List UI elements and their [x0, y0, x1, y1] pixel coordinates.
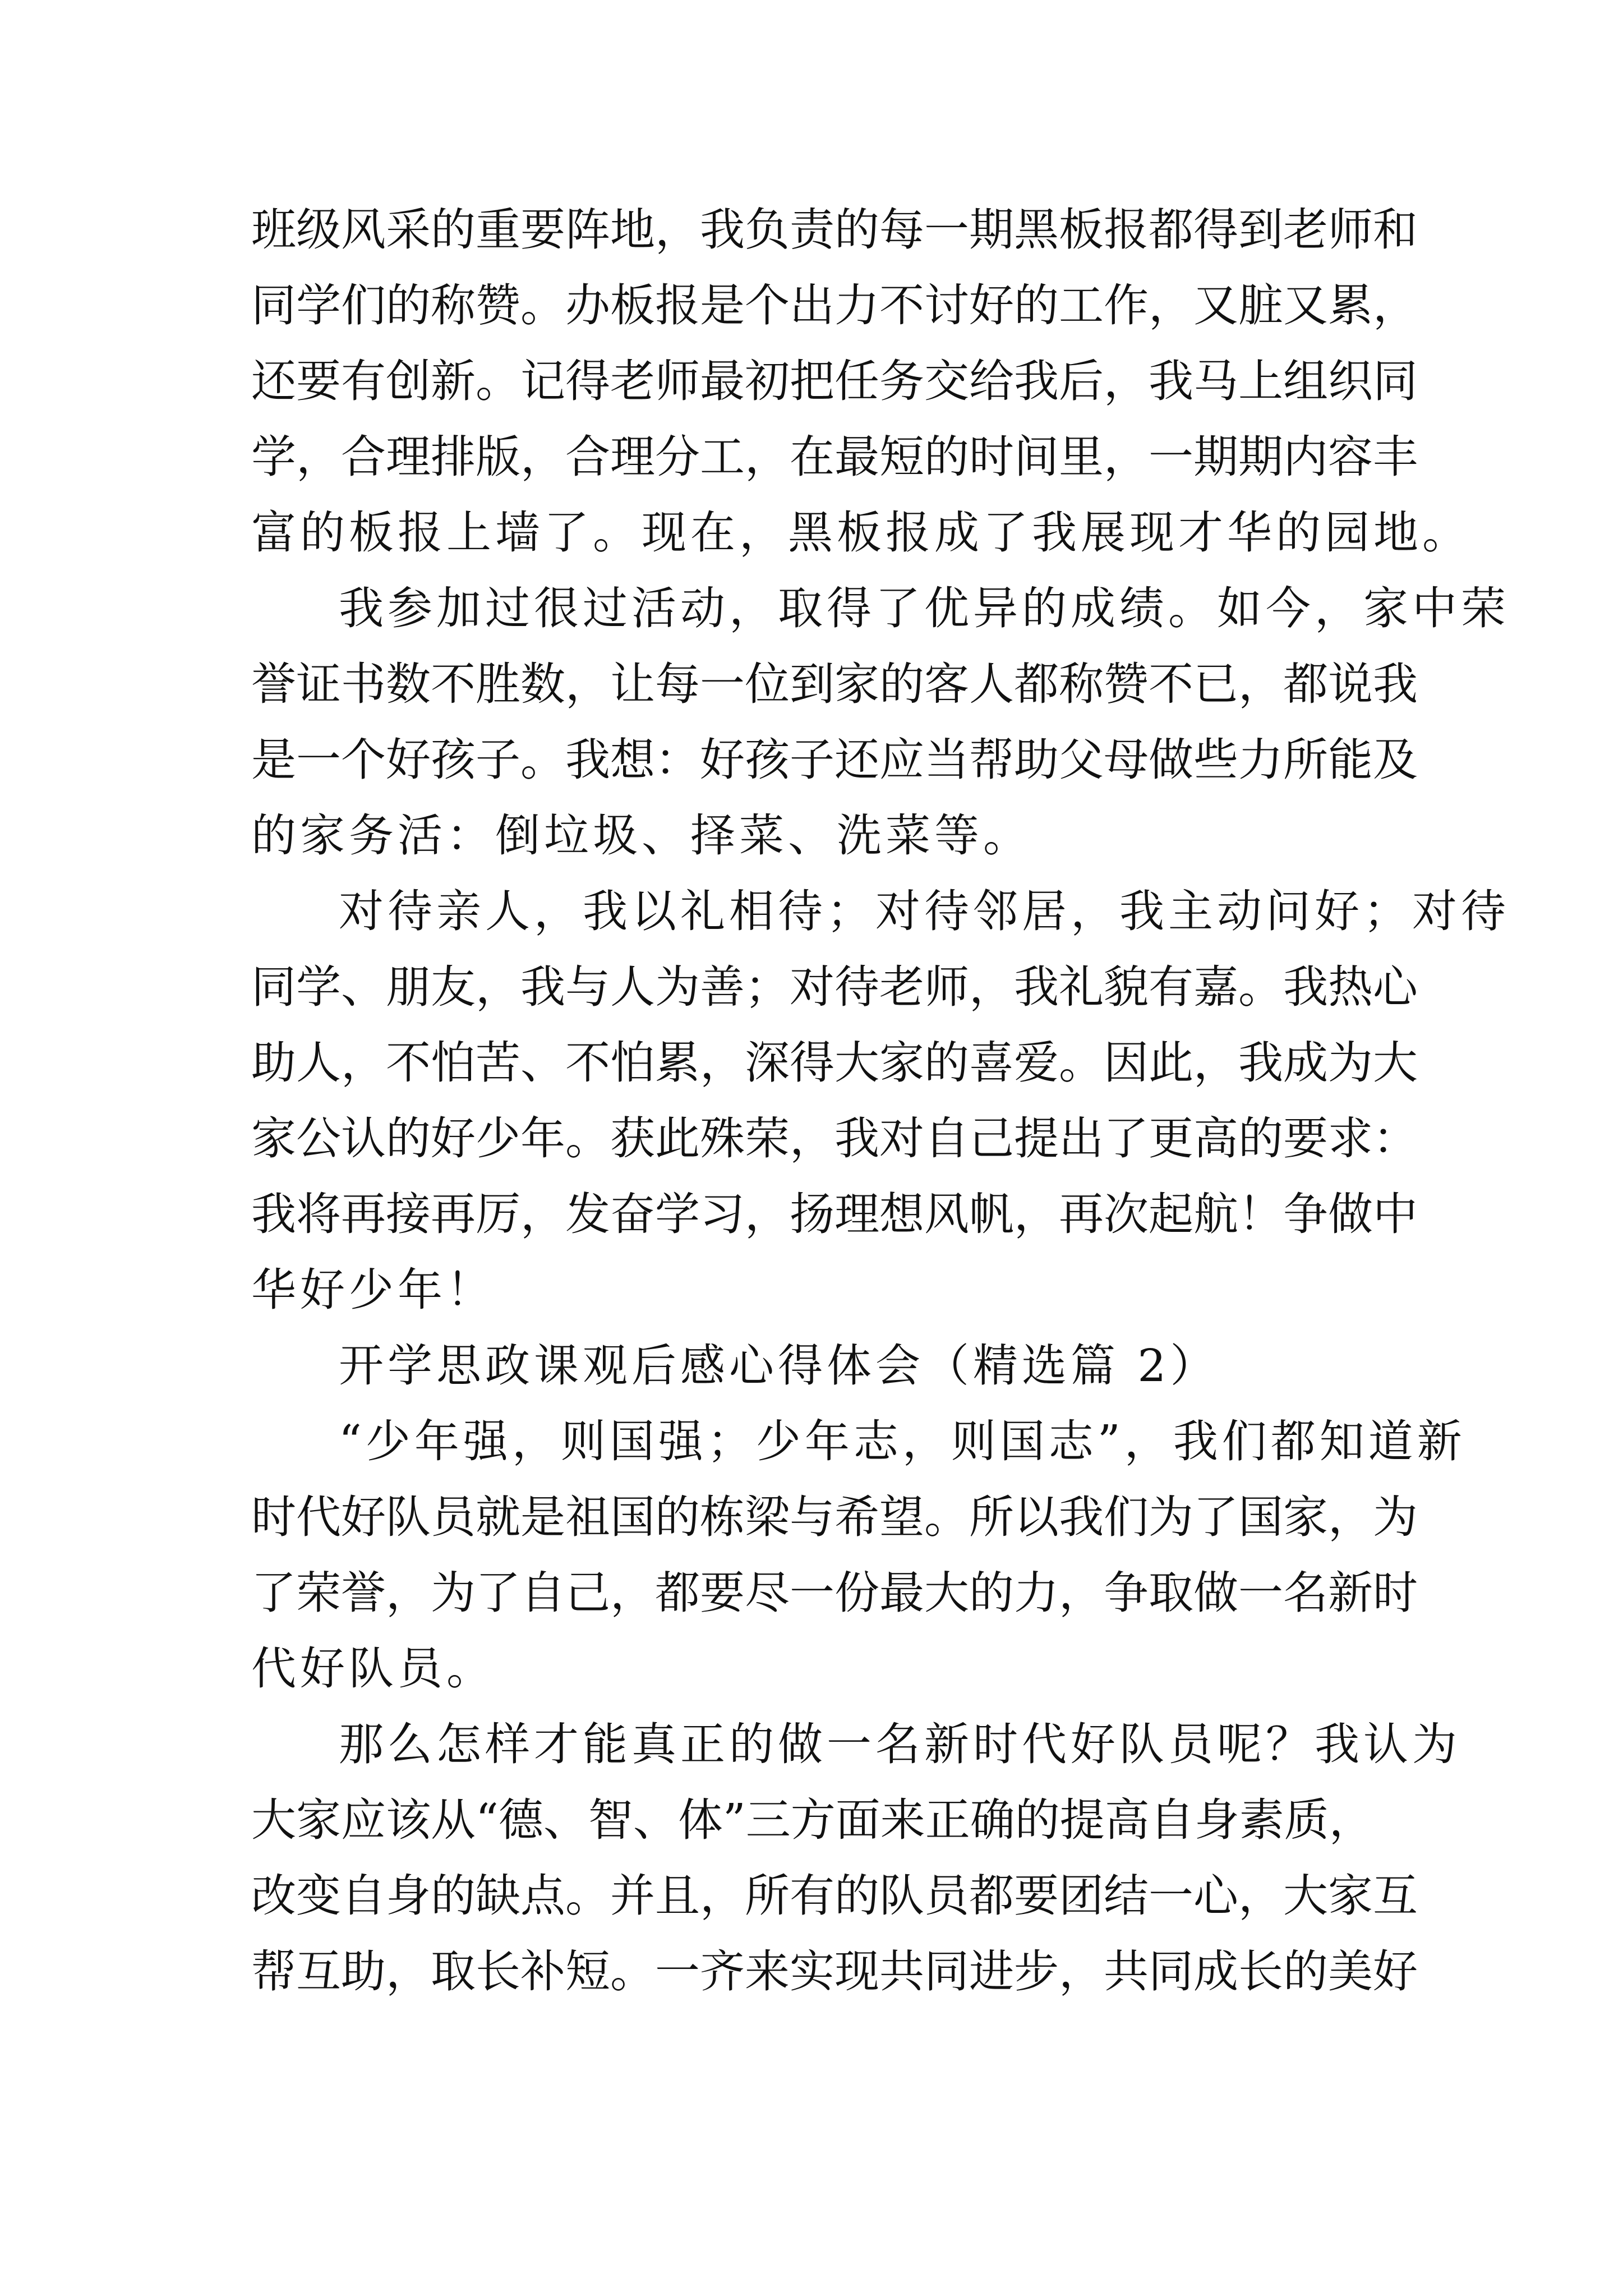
section-heading: 开学思政课观后感心得体会（精选篇 2）: [339, 1340, 1219, 1392]
paragraph-line: 华好少年！: [251, 1264, 495, 1316]
paragraph-line: 家公认的好少年。获此殊荣，我对自己提出了更高的要求：: [251, 1112, 1418, 1165]
paragraph-line: 学，合理排版，合理分工，在最短的时间里，一期期内容丰: [251, 431, 1418, 483]
paragraph-line: 代好队员。: [251, 1642, 495, 1695]
paragraph-line: 富的板报上墙了。现在，黑板报成了我展现才华的园地。: [251, 507, 1471, 559]
paragraph-line: 同学、朋友，我与人为善；对待老师，我礼貌有嘉。我热心: [251, 961, 1418, 1013]
paragraph-first-line: “少年强，则国强；少年志，则国志”，我们都知道新: [339, 1415, 1466, 1467]
paragraph-line: 了荣誉，为了自己，都要尽一份最大的力，争取做一名新时: [251, 1567, 1418, 1619]
paragraph-line: 班级风采的重要阵地，我负责的每一期黑板报都得到老师和: [251, 204, 1418, 256]
paragraph-line: 同学们的称赞。办板报是个出力不讨好的工作，又脏又累，: [251, 279, 1418, 332]
paragraph-line: 改变自身的缺点。并且，所有的队员都要团结一心，大家互: [251, 1870, 1418, 1922]
paragraph-line: 的家务活：倒垃圾、择菜、洗菜等。: [251, 809, 1032, 862]
paragraph-first-line: 我参加过很过活动，取得了优异的成绩。如今，家中荣: [339, 582, 1510, 634]
paragraph-line: 是一个好孩子。我想：好孩子还应当帮助父母做些力所能及: [251, 734, 1418, 786]
paragraph-line: 大家应该从“德、智、体”三方面来正确的提高自身素质，: [251, 1794, 1374, 1846]
paragraph-line: 誉证书数不胜数，让每一位到家的客人都称赞不已，都说我: [251, 658, 1418, 710]
paragraph-line: 帮互助，取长补短。一齐来实现共同进步，共同成长的美好: [251, 1945, 1418, 1998]
paragraph-line: 我将再接再厉，发奋学习，扬理想风帆，再次起航！争做中: [251, 1188, 1418, 1240]
paragraph-line: 助人，不怕苦、不怕累，深得大家的喜爱。因此，我成为大: [251, 1037, 1418, 1089]
paragraph-line: 时代好队员就是祖国的栋梁与希望。所以我们为了国家，为: [251, 1491, 1418, 1543]
paragraph-line: 还要有创新。记得老师最初把任务交给我后，我马上组织同: [251, 355, 1418, 407]
paragraph-first-line: 对待亲人，我以礼相待；对待邻居，我主动问好；对待: [339, 885, 1510, 937]
paragraph-first-line: 那么怎样才能真正的做一名新时代好队员呢？我认为: [339, 1718, 1461, 1770]
